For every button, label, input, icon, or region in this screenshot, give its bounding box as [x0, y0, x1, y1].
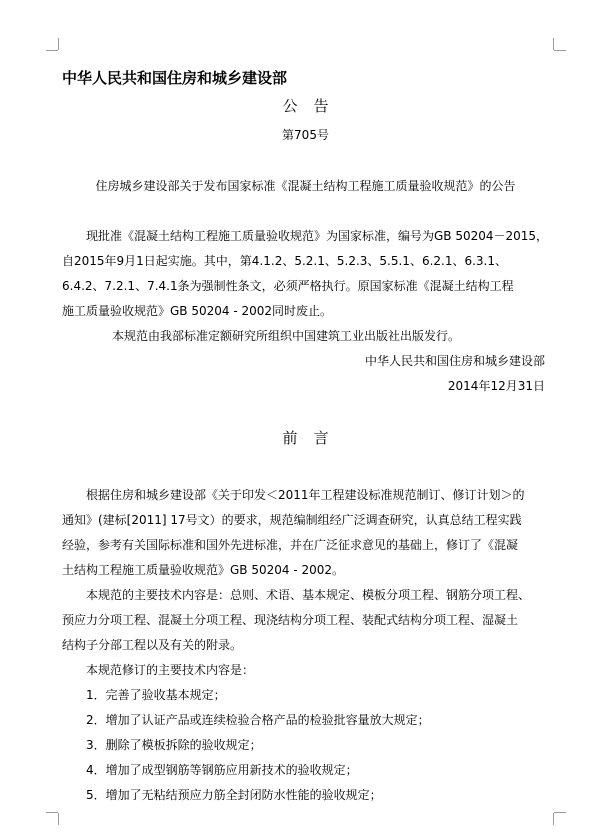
- crop-mark-top-right-v: [553, 38, 554, 50]
- crop-mark-bottom-left-v: [58, 813, 59, 825]
- ministry-title: 中华人民共和国住房和城乡建设部: [62, 69, 288, 87]
- notice-body-line: 现批准《混凝土结构工程施工质量验收规范》为国家标准，编号为GB 50204－2015，: [86, 229, 549, 243]
- notice-title: 住房城乡建设部关于发布国家标准《混凝土结构工程施工质量验收规范》的公告: [95, 179, 516, 193]
- notice-heading: 公告: [282, 97, 345, 115]
- crop-mark-bottom-right-h: [554, 812, 566, 813]
- preface-line: 土结构工程施工质量验收规范》GB 50204 - 2002。: [62, 563, 345, 577]
- notice-body-line: 6.4.2、7.2.1、7.4.1条为强制性条文，必须严格执行。原国家标准《混凝土结构工程: [62, 279, 514, 293]
- preface-line: 本规范修订的主要技术内容是：: [86, 663, 255, 677]
- preface-list-item: 1．完善了验收基本规定；: [86, 688, 226, 702]
- crop-mark-bottom-left-h: [46, 812, 58, 813]
- preface-list-item: 4．增加了成型钢筋等钢筋应用新技术的验收规定；: [86, 763, 358, 777]
- preface-line: 预应力分项工程、混凝土分项工程、现浇结构分项工程、装配式结构分项工程、湿凝土: [62, 613, 519, 627]
- crop-mark-top-right-h: [554, 50, 566, 51]
- notice-signature: 中华人民共和国住房和城乡建设部: [364, 354, 545, 368]
- preface-heading: 前言: [282, 429, 345, 447]
- crop-mark-bottom-right-v: [553, 813, 554, 825]
- crop-mark-top-left-v: [58, 38, 59, 50]
- preface-line: 结构子分部工程以及有关的附录。: [62, 638, 243, 652]
- preface-line: 经验，参考有关国际标准和国外先进标准，并在广泛征求意见的基础上，修订了《混凝: [62, 538, 519, 552]
- notice-number: 第705号: [282, 128, 329, 142]
- preface-line: 通知》(建标[2011] 17号文）的要求，规范编制组经广泛调查研究，认真总结工程实践: [62, 513, 522, 527]
- preface-list-item: 5．增加了无粘结预应力筋全封闭防水性能的验收规定；: [86, 788, 382, 802]
- notice-body-line: 本规范由我部标准定额研究所组织中国建筑工业出版社出版发行。: [112, 329, 461, 343]
- preface-list-item: 2．增加了认证产品或连续检验合格产品的检验批容量放大规定；: [86, 713, 430, 727]
- notice-body-line: 施工质量验收规范》GB 50204 - 2002同时废止。: [62, 304, 333, 318]
- notice-body-line: 自2015年9月1日起实施。其中，第4.1.2、5.2.1、5.2.3、5.5.1、6.2.1、6.3.1、: [62, 254, 508, 268]
- preface-line: 根据住房和城乡建设部《关于印发＜2011年工程建设标准规范制订、修订计划＞的: [86, 488, 525, 502]
- notice-date: 2014年12月31日: [447, 379, 545, 393]
- preface-line: 本规范的主要技术内容是：总则、术语、基本规定、模板分项工程、钢筋分项工程、: [86, 588, 531, 602]
- preface-list-item: 3．删除了模板拆除的验收规定；: [86, 738, 262, 752]
- crop-mark-top-left-h: [46, 50, 58, 51]
